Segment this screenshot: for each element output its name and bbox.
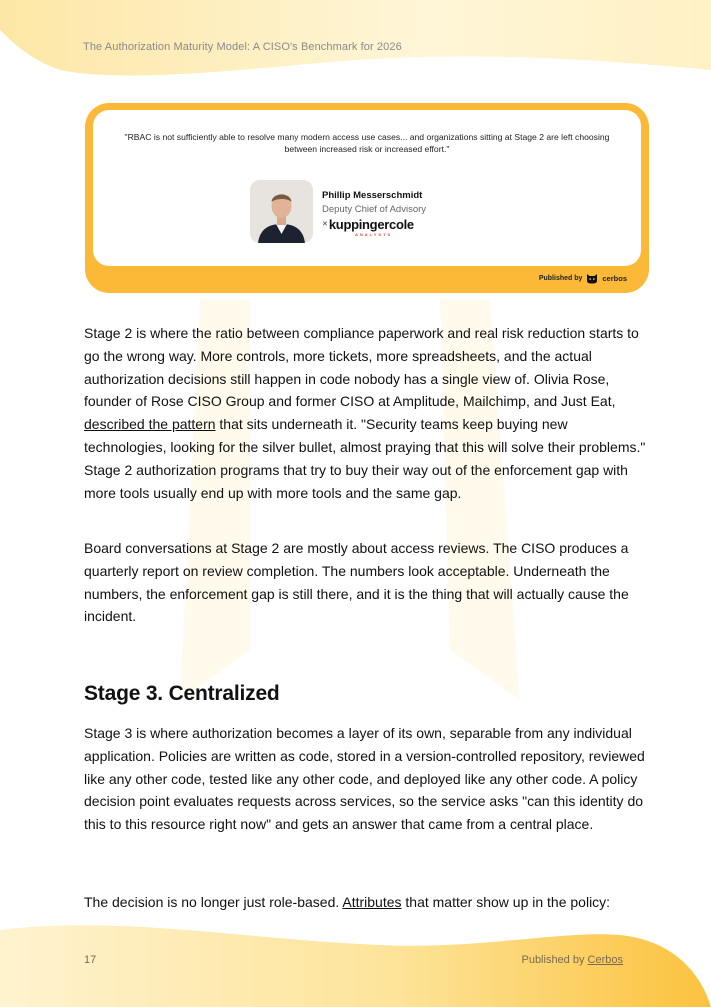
- footer-published-by: [521, 954, 623, 966]
- cerbos-cat-icon: [586, 272, 598, 284]
- footer-published-label: Published by: [521, 954, 588, 966]
- published-by-label: Published by: [538, 274, 583, 282]
- paragraph-text: that sits underneath it. "Security teams keep buying new technologies, looking for the silver bullet, almost praying that this will solve their problems." Stage 2 authorization programs that try to buy their way out of the enforcement gap with more tools usually end up with more tools and the same gap.: [84, 416, 646, 501]
- paragraph-text: The decision is no longer just role-based.: [84, 894, 343, 910]
- author-photo: [250, 180, 313, 243]
- document-header-title: The Authorization Maturity Model: A CISO's Benchmark for 2026: [83, 41, 402, 53]
- quote-card-inner: [93, 110, 641, 266]
- kuppingercole-mark-icon: ✕: [322, 221, 328, 228]
- quote-card-published-by: [539, 272, 627, 284]
- described-the-pattern-link[interactable]: described the pattern: [84, 416, 216, 433]
- cerbos-link[interactable]: Cerbos: [587, 954, 623, 966]
- paragraph-text: that matter show up in the policy:: [401, 894, 611, 910]
- paragraph-text: Stage 2 is where the ratio between compliance paperwork and real risk reduction starts to go the wrong way. More controls, more tickets, more spreadsheets, and the actual authorization decisions still happen in code nobody has a single view of. Olivia Rose, founder of Rose CISO Group and former CISO at Amplitude, Mailchimp, and Just Eat,: [84, 325, 639, 410]
- paragraph-stage2-ratio: [84, 322, 650, 504]
- paragraph-attributes: [84, 891, 650, 914]
- quote-text: "RBAC is not sufficiently able to resolve many modern access use cases... and organizations sitting at Stage 2 are left choosing between increased risk or increased effort.": [124, 132, 610, 154]
- person-portrait-icon: [250, 180, 313, 243]
- paragraph-board-conversations: Board conversations at Stage 2 are mostly about access reviews. The CISO produces a quarterly report on review completion. The numbers look acceptable. Underneath the numbers, the enforcement gap is still there, and it is the thing that will actually cause the incident.: [84, 540, 629, 625]
- author-org-tag: ANALYSTS: [355, 232, 393, 237]
- page-number: 17: [84, 954, 97, 966]
- attributes-link[interactable]: Attributes: [342, 894, 402, 910]
- kuppingercole-logo: [322, 217, 414, 232]
- paragraph-stage3-intro: Stage 3 is where authorization becomes a layer of its own, separable from any individual application. Policies are written as code, stored in a version-controlled repository, reviewed like any other code, tested like any other code, and deployed like any other code. A policy decision point evaluates requests across services, so the service asks "can this identity do this to this resource right now" and gets an answer that came from a central place.: [84, 725, 645, 833]
- section-heading-stage3: Stage 3. Centralized: [84, 682, 280, 705]
- quote-card: [85, 103, 649, 293]
- author-org-name: kuppingercole: [328, 217, 414, 232]
- author-role: Deputy Chief of Advisory: [322, 204, 427, 215]
- published-by-brand: cerbos: [602, 273, 627, 283]
- author-name: Phillip Messerschmidt: [322, 190, 423, 201]
